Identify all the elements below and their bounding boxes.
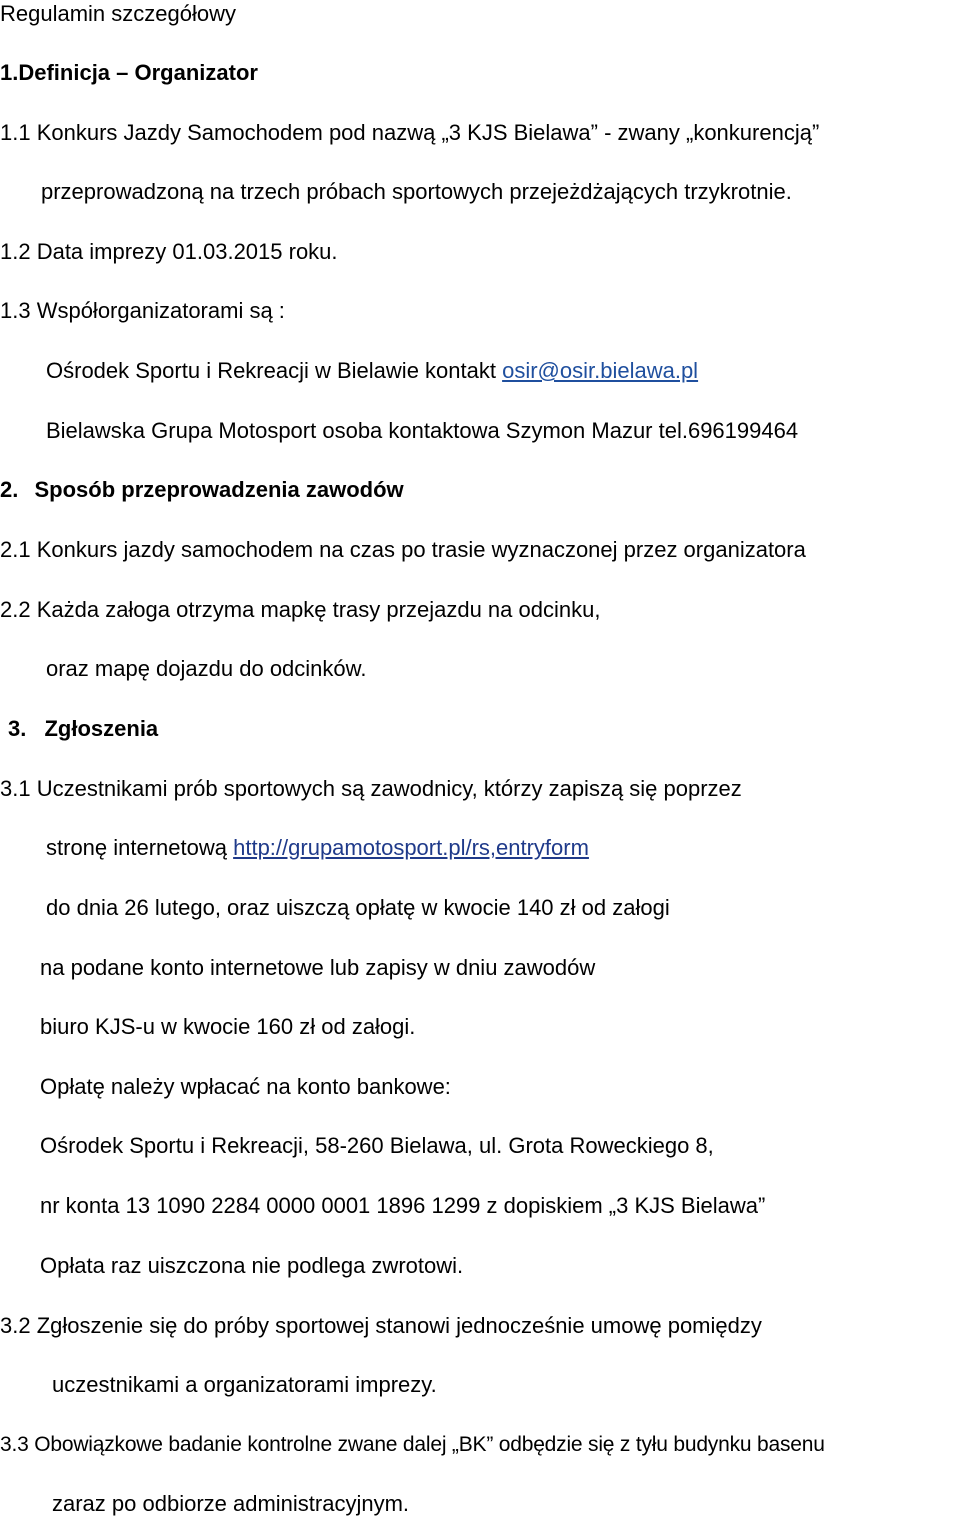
paragraph-3-3-line1: 3.3 Obowiązkowe badanie kontrolne zwane dalej „BK” odbędzie się z tyłu budynku basenu <box>0 1433 825 1456</box>
section-2-number: 2. <box>0 477 19 502</box>
organizer-1-email-link[interactable]: osir@osir.bielawa.pl <box>502 358 699 383</box>
paragraph-3-1-line5: biuro KJS-u w kwocie 160 zł od załogi. <box>40 1014 416 1039</box>
paragraph-2-2-line2: oraz mapę dojazdu do odcinków. <box>46 656 367 681</box>
paragraph-1-2: 1.2 Data imprezy 01.03.2015 roku. <box>0 239 338 264</box>
paragraph-3-3-line2: zaraz po odbiorze administracyjnym. <box>52 1491 410 1516</box>
organizer-2-line: Bielawska Grupa Motosport osoba kontaktowa Szymon Mazur tel.696199464 <box>46 418 799 443</box>
paragraph-3-1-address: Ośrodek Sportu i Rekreacji, 58-260 Bielawa, ul. Grota Roweckiego 8, <box>40 1133 714 1158</box>
document-title: Regulamin szczegółowy <box>0 1 236 26</box>
section-2-title: Sposób przeprowadzenia zawodów <box>34 477 404 502</box>
paragraph-3-2-line2: uczestnikami a organizatorami imprezy. <box>52 1372 437 1397</box>
paragraph-3-1-line6: Opłatę należy wpłacać na konto bankowe: <box>40 1074 451 1099</box>
paragraph-3-1-line3: do dnia 26 lutego, oraz uiszczą opłatę w kwocie 140 zł od załogi <box>46 895 670 920</box>
paragraph-3-1-url-line <box>46 834 589 862</box>
paragraph-3-1-line1: 3.1 Uczestnikami prób sportowych są zawodnicy, którzy zapiszą się poprzez <box>0 776 742 801</box>
paragraph-3-1-refund: Opłata raz uiszczona nie podlega zwrotowi. <box>40 1253 464 1278</box>
paragraph-3-1-account: nr konta 13 1090 2284 0000 0001 1896 1299 z dopiskiem „3 KJS Bielawa” <box>40 1193 766 1218</box>
paragraph-1-1-line2: przeprowadzoną na trzech próbach sportowych przejeżdżających trzykrotnie. <box>41 179 792 204</box>
website-label: stronę internetową <box>46 835 234 860</box>
paragraph-2-1: 2.1 Konkurs jazdy samochodem na czas po trasie wyznaczonej przez organizatora <box>0 537 806 562</box>
section-3-heading <box>8 715 158 743</box>
section-2-heading <box>0 476 404 504</box>
paragraph-2-2-line1: 2.2 Każda załoga otrzyma mapkę trasy przejazdu na odcinku, <box>0 597 601 622</box>
paragraph-3-1-line4: na podane konto internetowe lub zapisy w dniu zawodów <box>40 955 596 980</box>
section-3-title: Zgłoszenia <box>44 716 159 741</box>
organizer-1-line <box>46 357 698 385</box>
paragraph-1-3: 1.3 Współorganizatorami są : <box>0 298 285 323</box>
section-1-heading: 1.Definicja – Organizator <box>0 60 258 85</box>
entryform-link[interactable]: http://grupamotosport.pl/rs,entryform <box>233 835 589 860</box>
section-3-number: 3. <box>8 716 27 741</box>
paragraph-1-1-line1: 1.1 Konkurs Jazdy Samochodem pod nazwą „3 KJS Bielawa” - zwany „konkurencją” <box>0 120 820 145</box>
organizer-1-text: Ośrodek Sportu i Rekreacji w Bielawie kontakt <box>46 358 503 383</box>
paragraph-3-2-line1: 3.2 Zgłoszenie się do próby sportowej stanowi jednocześnie umowę pomiędzy <box>0 1313 762 1338</box>
